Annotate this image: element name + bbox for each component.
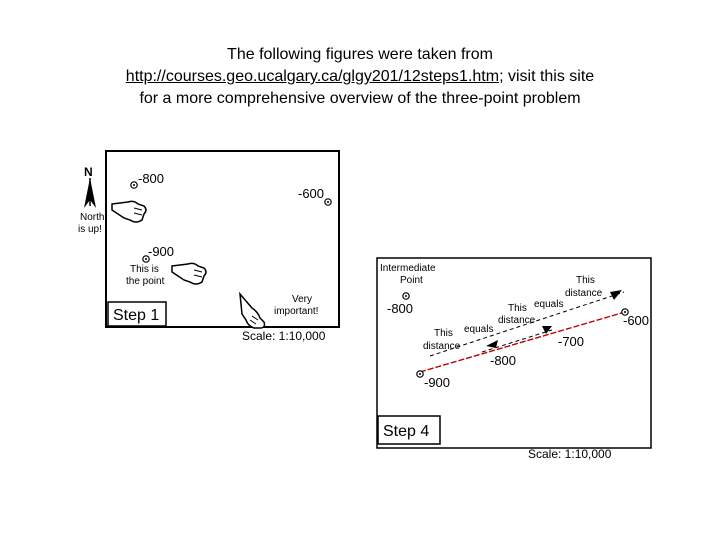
figure-step-4: [372, 252, 662, 464]
north-caption-1: North: [80, 212, 105, 223]
intro-text: [60, 44, 660, 110]
distance-b-line-1: This: [508, 303, 527, 314]
equals-1: equals: [534, 299, 564, 310]
value-800: -800: [490, 353, 517, 368]
scale-label-2: Scale: 1:10,000: [528, 447, 612, 461]
point-c-label: -900: [148, 244, 175, 259]
distance-a-line-2: distance: [565, 288, 603, 299]
point-note-2: the point: [126, 276, 165, 287]
north-caption-2: is up!: [78, 224, 102, 235]
point-marker-icon: [417, 371, 423, 377]
intro-line-2: [60, 66, 660, 88]
point-marker-icon: [131, 182, 137, 188]
figure-step-1: [76, 148, 348, 348]
intro-after-link: ; visit this site: [499, 68, 595, 85]
distance-c-line-1: This: [434, 328, 453, 339]
intermediate-value: -800: [387, 301, 414, 316]
point-marker-icon: [403, 293, 409, 299]
value-700: -700: [558, 334, 585, 349]
point-b-label: -600: [298, 186, 325, 201]
value-900: -900: [424, 375, 451, 390]
north-arrow-icon: [84, 178, 96, 208]
step-4-label: Step 4: [383, 423, 430, 440]
value-600: -600: [623, 313, 650, 328]
distance-b-line-2: distance: [498, 315, 536, 326]
point-a-label: -800: [138, 171, 165, 186]
intermediate-label-1: Intermediate: [380, 263, 436, 274]
intermediate-label-2: Point: [400, 275, 423, 286]
important-note-2: important!: [274, 306, 319, 317]
point-marker-icon: [325, 199, 331, 205]
step-1-label: Step 1: [113, 307, 160, 324]
north-letter: N: [84, 165, 93, 179]
scale-label-1: Scale: 1:10,000: [242, 329, 326, 343]
important-note-1: Very: [292, 294, 313, 305]
distance-c-line-2: distance: [423, 341, 461, 352]
intro-line-3: for a more comprehensive overview of the three-point problem: [139, 90, 581, 107]
source-link[interactable]: http://courses.geo.ucalgary.ca/glgy201/12steps1.htm: [125, 68, 500, 85]
point-note-1: This is: [130, 264, 159, 275]
equals-2: equals: [464, 324, 494, 335]
intro-line-1: The following figures were taken from: [227, 46, 493, 63]
distance-a-line-1: This: [576, 275, 595, 286]
